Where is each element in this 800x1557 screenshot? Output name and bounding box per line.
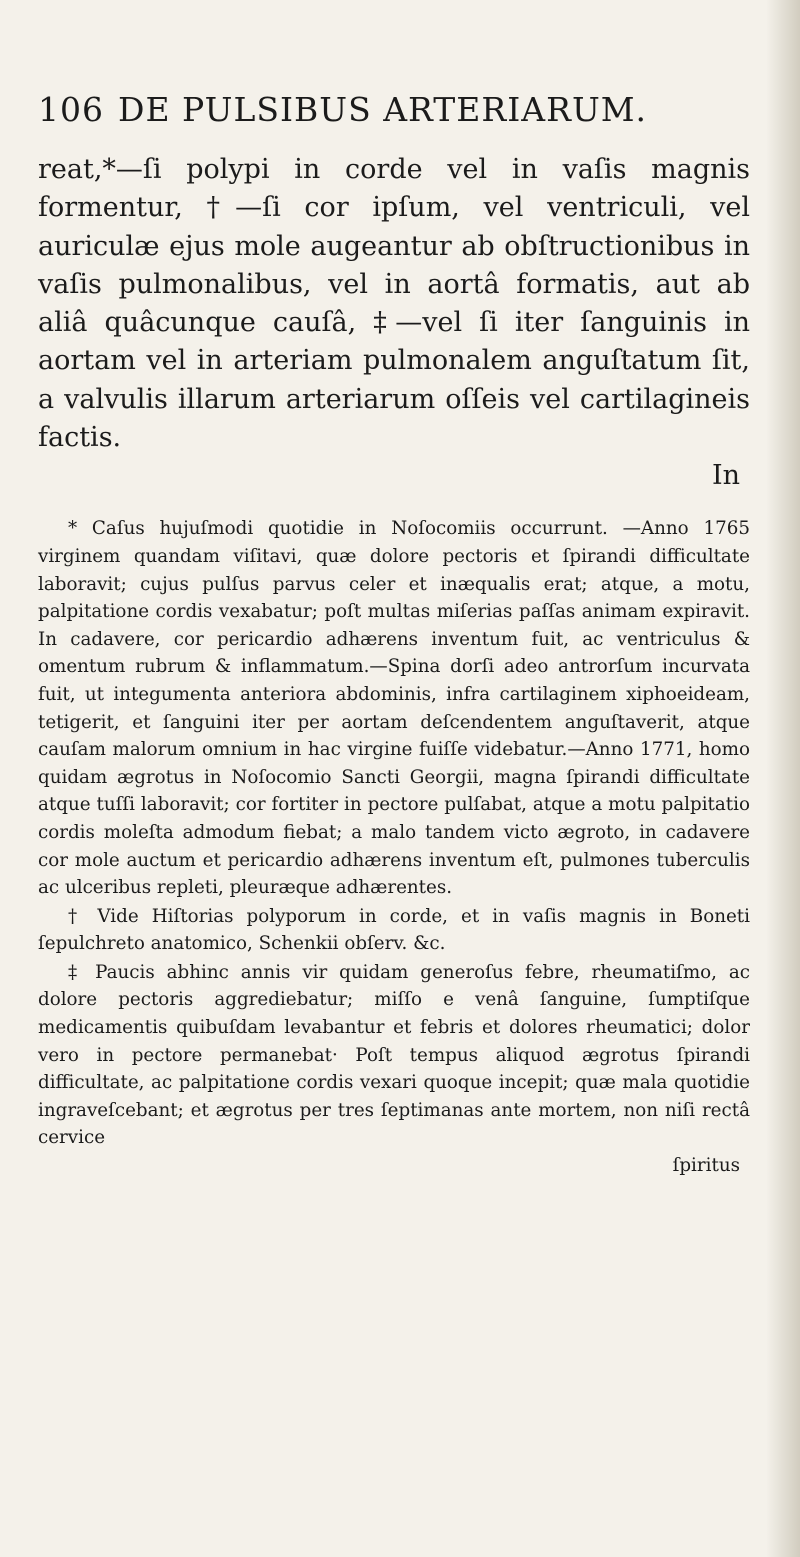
footnote-double-dagger: ‡ Paucis abhinc annis vir quidam generoſus febre, rheumatiſmo, ac dolore pectoris aggrediebatur; miſſo e venâ ſanguine, ſumptiſque medicamentis quibuſdam levabantur et febris et dolores rheumatici; dolor vero in pectore permanebat· Poſt tempus aliquod ægrotus ſpirandi difficultate, ac palpitatione cordis vexari quoque incepit; quæ mala quotidie ingraveſcebant; et ægrotus per tres ſeptimanas ante mortem, non niſi rectâ cervice [38, 961, 750, 1149]
footnote-dagger: † Vide Hiſtorias polyporum in corde, et in vaſis magnis in Boneti ſepulchreto anatomico, Schenkii obſerv. &c. [38, 905, 750, 955]
page-edge-shadow [766, 0, 800, 1557]
page-number: 106 [38, 90, 104, 129]
footnote-catchword: ſpiritus [672, 1155, 740, 1177]
catchword: In [711, 460, 740, 492]
footnote-asterisk: * Caſus hujuſmodi quotidie in Noſocomiis occurrunt. —Anno 1765 virginem quandam viſitavi, quæ dolore pectoris et ſpirandi difficultate laboravit; cujus pulſus parvus celer et inæqualis erat; atque, a motu, palpitatione cordis vexabatur; poſt multas miſerias paſſas animam expiravit. In cadavere, cor pericardio adhærens inventum fuit, ac ventriculus & omentum rubrum & inflammatum.—Spina dorſi adeo antrorſum incurvata fuit, ut integumenta anteriora abdominis, infra cartilaginem xiphoeideam, tetigerit, et ſanguini iter per aortam deſcendentem anguſtaverit, atque cauſam malorum omnium in hac virgine fuiſſe videbatur.—Anno 1771, homo quidam ægrotus in Noſocomio Sancti Georgii, magna ſpirandi difficultate atque tuſſi laboravit; cor fortiter in pectore pulſabat, atque a motu palpitatio cordis moleſta admodum fiebat; a malo tandem victo ægroto, in cadavere cor mole auctum et pericardio adhærens inventum eſt, pulmones tuberculis ac ulceribus repleti, pleuræque adhærentes. [38, 518, 750, 899]
running-title: DE PULSIBUS ARTERIARUM. [118, 90, 648, 129]
running-header [38, 90, 750, 129]
main-text: reat,*—ſi polypi in corde vel in vaſis magnis formentur, †—ſi cor ipſum, vel ventriculi, vel auriculæ ejus mole augeantur ab obſtructionibus in vaſis pulmonalibus, vel in aortâ formatis, aut ab aliâ quâcunque cauſâ, ‡—vel ſi iter ſanguinis in aortam vel in arteriam pulmonalem anguſtatum ſit, a valvulis illarum arteriarum oſſeis vel cartilagineis factis. [38, 154, 750, 454]
